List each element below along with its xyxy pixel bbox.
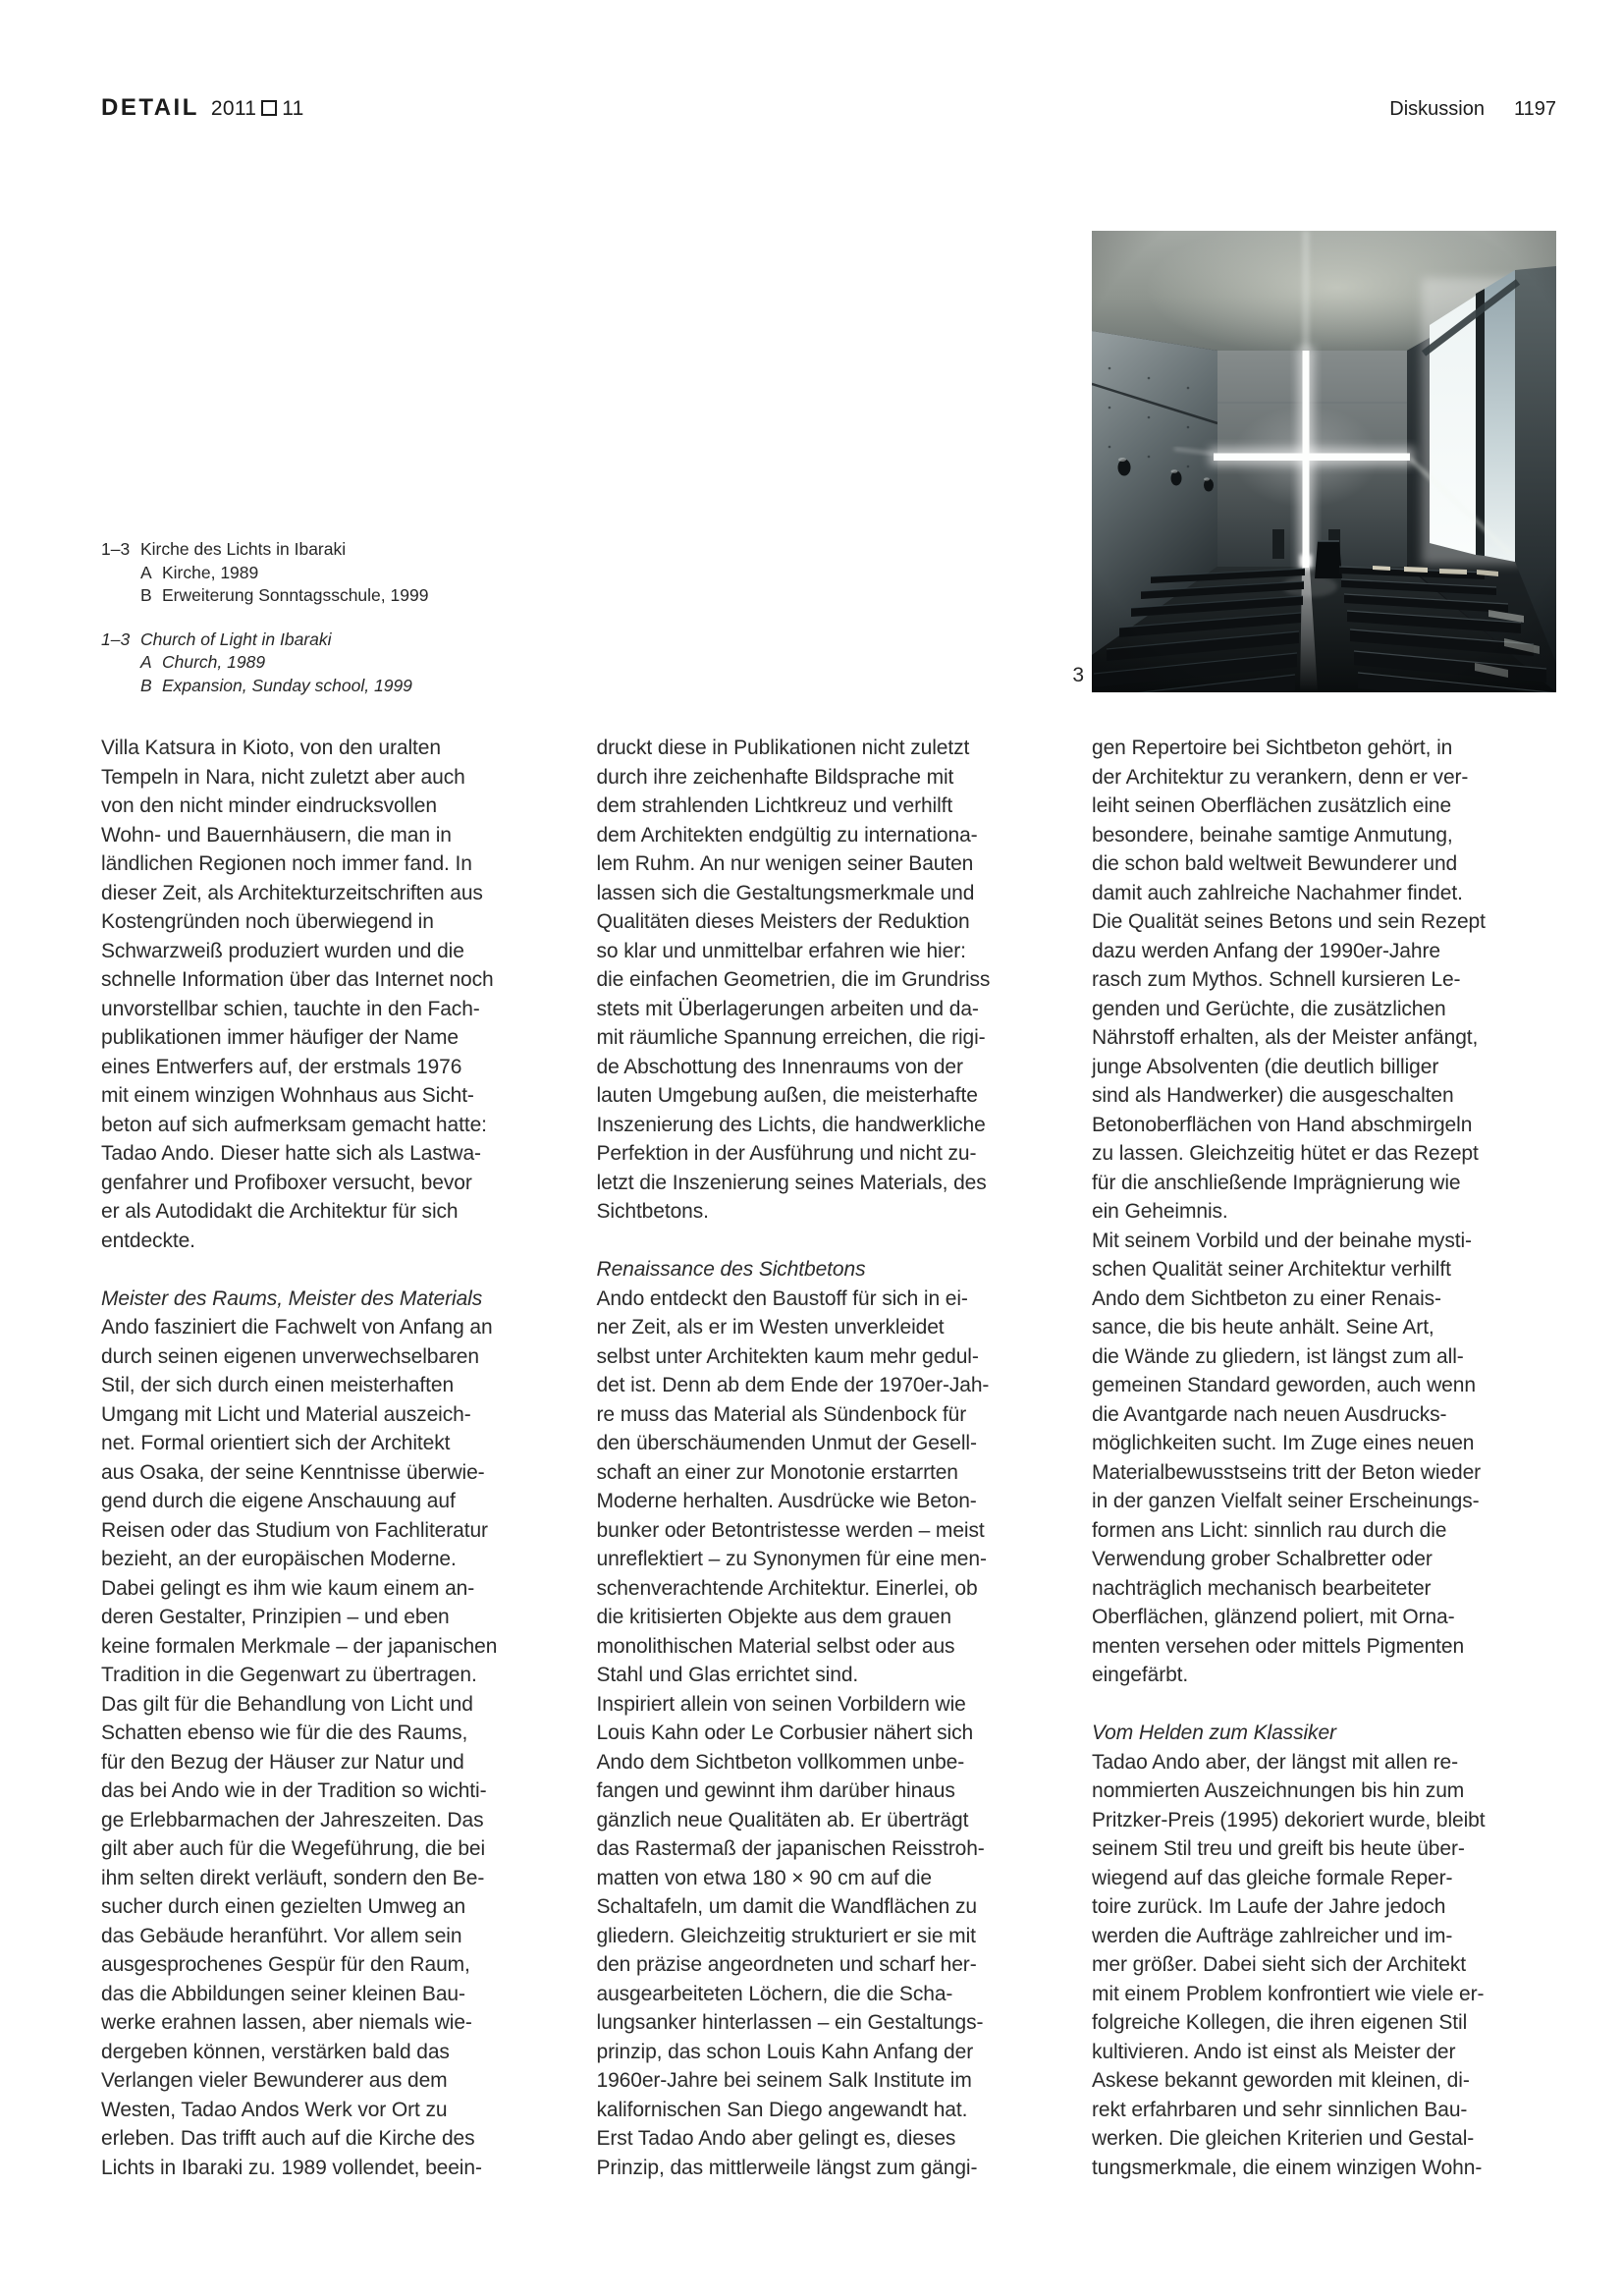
body-line: mit einem winzigen Wohnhaus aus Sicht- <box>101 1084 474 1107</box>
body-line: Louis Kahn oder Le Corbusier nähert sich <box>596 1722 974 1744</box>
issue-number: 11 <box>282 97 304 120</box>
body-line: Wohn- und Bauernhäusern, die man in <box>101 823 452 847</box>
body-line: Reisen oder das Studium von Fachliteratur <box>101 1518 488 1542</box>
body-line: Ando entdeckt den Baustoff für sich in ei- <box>596 1286 968 1310</box>
body-line: zu lassen. Gleichzeitig hütet er das Rezept <box>1092 1142 1479 1165</box>
section-heading: Renaissance des Sichtbetons <box>596 1258 866 1281</box>
body-line: rasch zum Mythos. Schnell kursieren Le- <box>1092 968 1461 991</box>
body-line: net. Formal orientiert sich der Architekt <box>101 1432 451 1454</box>
caption-item-label: B <box>140 585 152 605</box>
body-line: de Abschottung des Innenraums von der <box>596 1055 963 1078</box>
body-line: den überschäumenden Unmut der Gesell- <box>596 1432 977 1454</box>
body-line: lungsanker hinterlassen – ein Gestaltungs- <box>596 2011 984 2034</box>
body-line: die einfachen Geometrien, die im Grundriss <box>596 968 991 991</box>
body-line: det ist. Denn ab dem Ende der 1970er-Jah- <box>596 1374 990 1396</box>
caption-item-text: Church, 1989 <box>162 652 266 672</box>
caption-item-label: B <box>140 675 152 695</box>
body-line: Lichts in Ibaraki zu. 1989 vollendet, beein- <box>101 2156 482 2179</box>
body-line: lassen sich die Gestaltungsmerkmale und <box>596 881 975 904</box>
body-line: prinzip, das schon Louis Kahn Anfang der <box>596 2040 974 2063</box>
body-line: gilt aber auch für die Wegeführung, die bei <box>101 1837 486 1860</box>
body-line: Erst Tadao Ando aber gelingt es, dieses <box>596 2127 956 2150</box>
body-line: matten von etwa 180 × 90 cm auf die <box>596 1866 932 1889</box>
body-line: rekt erfahrbaren und sehr sinnlichen Bau- <box>1092 2098 1468 2121</box>
body-line: ihm selten direkt verläuft, sondern den Be- <box>101 1866 485 1889</box>
body-line: mit räumliche Spannung erreichen, die rigi- <box>596 1026 986 1049</box>
body-line: die Avantgarde nach neuen Ausdrucks- <box>1092 1402 1447 1426</box>
body-line: für den Bezug der Häuser zur Natur und <box>101 1750 464 1774</box>
body-line: Perfektion in der Ausführung und nicht zu- <box>596 1142 977 1165</box>
body-line: mer größer. Dabei sieht sich der Architekt <box>1092 1953 1466 1976</box>
body-line: mit einem Problem konfrontiert wie viele er- <box>1092 1982 1485 2005</box>
body-line: Ando dem Sichtbeton zu einer Renais- <box>1092 1286 1441 1310</box>
body-line: bunker oder Betontristesse werden – meist <box>596 1518 985 1542</box>
masthead-left <box>101 94 304 122</box>
body-line: das die Abbildungen seiner kleinen Bau- <box>101 1982 465 2005</box>
body-line: gend durch die eigene Anschauung auf <box>101 1490 456 1512</box>
body-line: leiht seinen Oberflächen zusätzlich eine <box>1092 794 1452 817</box>
body-line: möglichkeiten sucht. Im Zuge eines neuen <box>1092 1432 1475 1454</box>
body-line: lauten Umgebung außen, die meisterhafte <box>596 1084 978 1107</box>
body-line: nommierten Auszeichnungen bis hin zum <box>1092 1779 1465 1802</box>
body-line: unreflektiert – zu Synonymen für eine men- <box>596 1548 987 1570</box>
body-line: dem Architekten endgültig zu internationa- <box>596 823 978 847</box>
paragraph-gap <box>101 1255 551 1285</box>
body-line: werken. Die gleichen Kriterien und Gestal- <box>1092 2127 1475 2150</box>
body-line: druckt diese in Publikationen nicht zuletzt <box>596 737 970 759</box>
body-line: selbst unter Architekten kaum mehr gedul- <box>596 1344 979 1368</box>
body-line: gemeinen Standard geworden, auch wenn <box>1092 1374 1476 1396</box>
body-line: Sichtbetons. <box>596 1200 709 1223</box>
caption-item <box>140 675 428 698</box>
body-line: er als Autodidakt die Architektur für sich <box>101 1200 459 1223</box>
body-line: ausgearbeiteten Löchern, die die Scha- <box>596 1982 953 2005</box>
page-number: 1197 <box>1513 98 1556 120</box>
page-header <box>101 94 1556 122</box>
body-line: werke erahnen lassen, aber niemals wie- <box>101 2011 472 2034</box>
body-line: Schaltafeln, um damit die Wandflächen zu <box>596 1895 977 1918</box>
body-line: re muss das Material als Sündenbock für <box>596 1402 967 1426</box>
body-line: dazu werden Anfang der 1990er-Jahre <box>1092 939 1440 962</box>
body-line: dieser Zeit, als Architekturzeitschriften aus <box>101 881 483 904</box>
body-line: von den nicht minder eindrucksvollen <box>101 794 437 817</box>
caption-item-text: Kirche, 1989 <box>162 562 259 582</box>
body-line: so klar und unmittelbar erfahren wie hier: <box>596 939 966 962</box>
body-line: Inspiriert allein von seinen Vorbildern wie <box>596 1692 966 1716</box>
issue-year: 2011 <box>210 97 257 120</box>
paragraph-gap <box>1092 1690 1542 1720</box>
body-line: Stahl und Glas errichtet sind. <box>596 1664 859 1686</box>
body-line: aus Osaka, der seine Kenntnisse überwie- <box>101 1460 485 1484</box>
body-line: Oberflächen, glänzend poliert, mit Orna- <box>1092 1606 1455 1628</box>
text-column-3 <box>1092 734 1542 2182</box>
caption-title-row <box>101 538 428 562</box>
body-line: durch ihre zeichenhafte Bildsprache mit <box>596 765 954 789</box>
body-line: Tempeln in Nara, nicht zuletzt aber auch <box>101 765 465 789</box>
body-line: fangen und gewinnt ihm darüber hinaus <box>596 1779 955 1802</box>
body-line: kultivieren. Ando ist einst als Meister der <box>1092 2040 1456 2063</box>
body-line: Tradition in die Gegenwart zu übertragen. <box>101 1664 477 1686</box>
body-line: erleben. Das trifft auch auf die Kirche des <box>101 2127 475 2150</box>
body-line: damit auch zahlreiche Nachahmer findet. <box>1092 881 1463 904</box>
figure-caption <box>101 538 428 697</box>
issue-info <box>211 97 304 120</box>
body-line: die schon bald weltweit Bewunderer und <box>1092 852 1458 875</box>
body-line: monolithischen Material selbst oder aus <box>596 1634 955 1658</box>
body-line: das Rastermaß der japanischen Reisstroh- <box>596 1837 985 1860</box>
body-line: werden die Aufträge zahlreicher und im- <box>1092 1924 1453 1947</box>
issue-separator-box-icon <box>261 100 277 116</box>
church-interior-art <box>1092 231 1556 692</box>
body-line: schnelle Information über das Internet noch <box>101 968 494 991</box>
body-line: schen Qualität seiner Architektur verhilft <box>1092 1258 1451 1281</box>
body-line: beton auf sich aufmerksam gemacht hatte: <box>101 1113 487 1136</box>
paragraph-gap <box>597 1227 1047 1256</box>
body-line: eines Entwerfers auf, der erstmals 1976 <box>101 1055 462 1078</box>
caption-item-label: A <box>140 562 152 582</box>
body-line: genfahrer und Profiboxer versucht, bevor <box>101 1171 472 1194</box>
section-heading: Vom Helden zum Klassiker <box>1092 1722 1336 1744</box>
body-line: ein Geheimnis. <box>1092 1200 1228 1223</box>
body-line: Materialbewusstseins tritt der Beton wieder <box>1092 1460 1482 1484</box>
body-line: Nährstoff erhalten, als der Meister anfängt, <box>1092 1026 1479 1049</box>
caption-range: 1–3 <box>101 539 131 559</box>
body-line: Das gilt für die Behandlung von Licht und <box>101 1692 473 1716</box>
body-line: sind als Handwerker) die ausgeschalten <box>1092 1084 1454 1107</box>
body-line: Inszenierung des Lichts, die handwerkliche <box>596 1113 986 1136</box>
body-line: schenverachtende Architektur. Einerlei, ob <box>596 1576 978 1600</box>
body-line: besondere, beinahe samtige Anmutung, <box>1092 823 1453 847</box>
caption-title: Church of Light in Ibaraki <box>140 629 332 649</box>
body-line: bezieht, an der europäischen Moderne. <box>101 1548 457 1570</box>
text-column-2 <box>597 734 1047 2182</box>
caption-item-label: A <box>140 652 152 672</box>
body-line: Qualitäten dieses Meisters der Reduktion <box>596 910 970 933</box>
detail-logo: DETAIL <box>101 94 199 121</box>
caption-item <box>140 651 428 675</box>
body-line: tungsmerkmale, die einem winzigen Wohn- <box>1092 2156 1483 2179</box>
body-line: Tadao Ando. Dieser hatte sich als Lastwa- <box>101 1142 481 1165</box>
masthead-right <box>1389 98 1556 121</box>
body-line: das Gebäude heranführt. Vor allem sein <box>101 1924 462 1947</box>
body-line: Schatten ebenso wie für die des Raums, <box>101 1722 468 1744</box>
body-line: Schwarzweiß produziert wurden und die <box>101 939 464 962</box>
body-line: publikationen immer häufiger der Name <box>101 1026 459 1049</box>
body-line: letzt die Inszenierung seines Materials, des <box>596 1171 987 1194</box>
body-line: ge Erlebbarmachen der Jahreszeiten. Das <box>101 1808 484 1831</box>
body-line: durch seinen eigenen unverwechselbaren <box>101 1344 479 1368</box>
body-line: entdeckte. <box>101 1229 195 1252</box>
body-line: Dabei gelingt es ihm wie kaum einem an- <box>101 1576 475 1600</box>
caption-item-text: Erweiterung Sonntagsschule, 1999 <box>162 585 429 605</box>
body-line: Kostengründen noch überwiegend in <box>101 910 434 933</box>
body-line: die kritisierten Objekte aus dem grauen <box>596 1606 951 1628</box>
body-line: keine formalen Merkmale – der japanischen <box>101 1634 498 1658</box>
body-line: Mit seinem Vorbild und der beinahe mysti- <box>1092 1229 1472 1252</box>
caption-title: Kirche des Lichts in Ibaraki <box>140 539 347 559</box>
body-line: Westen, Tadao Andos Werk vor Ort zu <box>101 2098 448 2121</box>
body-line: Verlangen vieler Bewunderer aus dem <box>101 2069 448 2092</box>
body-line: genden und Gerüchte, die zusätzlichen <box>1092 997 1446 1020</box>
section-heading: Meister des Raums, Meister des Materials <box>101 1286 483 1310</box>
body-line: formen ans Licht: sinnlich rau durch die <box>1092 1518 1447 1542</box>
body-line: unvorstellbar schien, tauchte in den Fach- <box>101 997 480 1020</box>
body-line: Tadao Ando aber, der längst mit allen re- <box>1092 1750 1458 1774</box>
body-line: der Architektur zu verankern, denn er ver- <box>1092 765 1469 789</box>
caption-item-text: Expansion, Sunday school, 1999 <box>162 675 412 695</box>
caption-english <box>101 629 428 698</box>
body-line: Ando dem Sichtbeton vollkommen unbe- <box>596 1750 965 1774</box>
body-line: Betonoberflächen von Hand abschmirgeln <box>1092 1113 1473 1136</box>
body-line: das bei Ando wie in der Tradition so wichti- <box>101 1779 487 1802</box>
body-line: Moderne herhalten. Ausdrücke wie Beton- <box>596 1490 977 1512</box>
body-line: die Wände zu gliedern, ist längst zum all- <box>1092 1344 1464 1368</box>
caption-item <box>140 562 428 585</box>
body-line: sucher durch einen gezielten Umweg an <box>101 1895 466 1918</box>
body-line: junge Absolventen (die deutlich billiger <box>1092 1055 1439 1078</box>
body-line: eingefärbt. <box>1092 1664 1189 1686</box>
figure-number: 3 <box>1072 664 1084 686</box>
body-line: schaft an einer zur Monotonie erstarrten <box>596 1460 958 1484</box>
text-column-1 <box>101 734 551 2182</box>
church-of-light-photo <box>1092 231 1556 692</box>
caption-title-row <box>101 629 428 652</box>
body-line: gen Repertoire bei Sichtbeton gehört, in <box>1092 737 1453 759</box>
body-line: Stil, der sich durch einen meisterhaften <box>101 1374 455 1396</box>
body-line: ländlichen Regionen noch immer fand. In <box>101 852 472 875</box>
body-line: Prinzip, das mittlerweile längst zum gängi- <box>596 2156 978 2179</box>
body-line: deren Gestalter, Prinzipien – und eben <box>101 1606 450 1628</box>
section-label: Diskussion <box>1389 98 1485 120</box>
body-line: folgreiche Kollegen, die ihren eigenen Stil <box>1092 2011 1468 2034</box>
body-line: in der ganzen Vielfalt seiner Erscheinungs- <box>1092 1490 1480 1512</box>
body-line: Askese bekannt geworden mit kleinen, di- <box>1092 2069 1470 2092</box>
body-line: Villa Katsura in Kioto, von den uralten <box>101 737 441 759</box>
body-line: Verwendung grober Schalbretter oder <box>1092 1548 1433 1570</box>
body-line: ausgesprochenes Gespür für den Raum, <box>101 1953 470 1976</box>
body-line: gänzlich neue Qualitäten ab. Er überträgt <box>596 1808 969 1831</box>
body-line: dergeben können, verstärken bald das <box>101 2040 450 2063</box>
body-line: lem Ruhm. An nur wenigen seiner Bauten <box>596 852 974 875</box>
body-line: stets mit Überlagerungen arbeiten und da- <box>596 997 979 1020</box>
body-line: sance, die bis heute anhält. Seine Art, <box>1092 1316 1434 1339</box>
article-body <box>101 734 1542 2182</box>
body-line: gliedern. Gleichzeitig strukturiert er sie mit <box>596 1924 976 1947</box>
body-line: Umgang mit Licht und Material auszeich- <box>101 1402 471 1426</box>
caption-range: 1–3 <box>101 629 131 649</box>
body-line: Pritzker-Preis (1995) dekoriert wurde, bleibt <box>1092 1808 1486 1831</box>
body-line: Die Qualität seines Betons und sein Rezept <box>1092 910 1486 933</box>
body-line: ner Zeit, als er im Westen unverkleidet <box>596 1316 945 1339</box>
body-line: für die anschließende Imprägnierung wie <box>1092 1171 1461 1194</box>
caption-german <box>101 538 428 608</box>
body-line: menten versehen oder mittels Pigmenten <box>1092 1634 1465 1658</box>
body-line: wiegend auf das gleiche formale Reper- <box>1092 1866 1453 1889</box>
body-line: Ando fasziniert die Fachwelt von Anfang an <box>101 1316 493 1339</box>
body-line: nachträglich mechanisch bearbeiteter <box>1092 1576 1432 1600</box>
body-line: dem strahlenden Lichtkreuz und verhilft <box>596 794 953 817</box>
body-line: den präzise angeordneten und scharf her- <box>596 1953 977 1976</box>
caption-item <box>140 584 428 608</box>
body-line: kalifornischen San Diego angewandt hat. <box>596 2098 968 2121</box>
body-line: 1960er-Jahre bei seinem Salk Institute im <box>596 2069 972 2092</box>
body-line: toire zurück. Im Laufe der Jahre jedoch <box>1092 1895 1446 1918</box>
body-line: seinem Stil treu und greift bis heute über- <box>1092 1837 1465 1860</box>
